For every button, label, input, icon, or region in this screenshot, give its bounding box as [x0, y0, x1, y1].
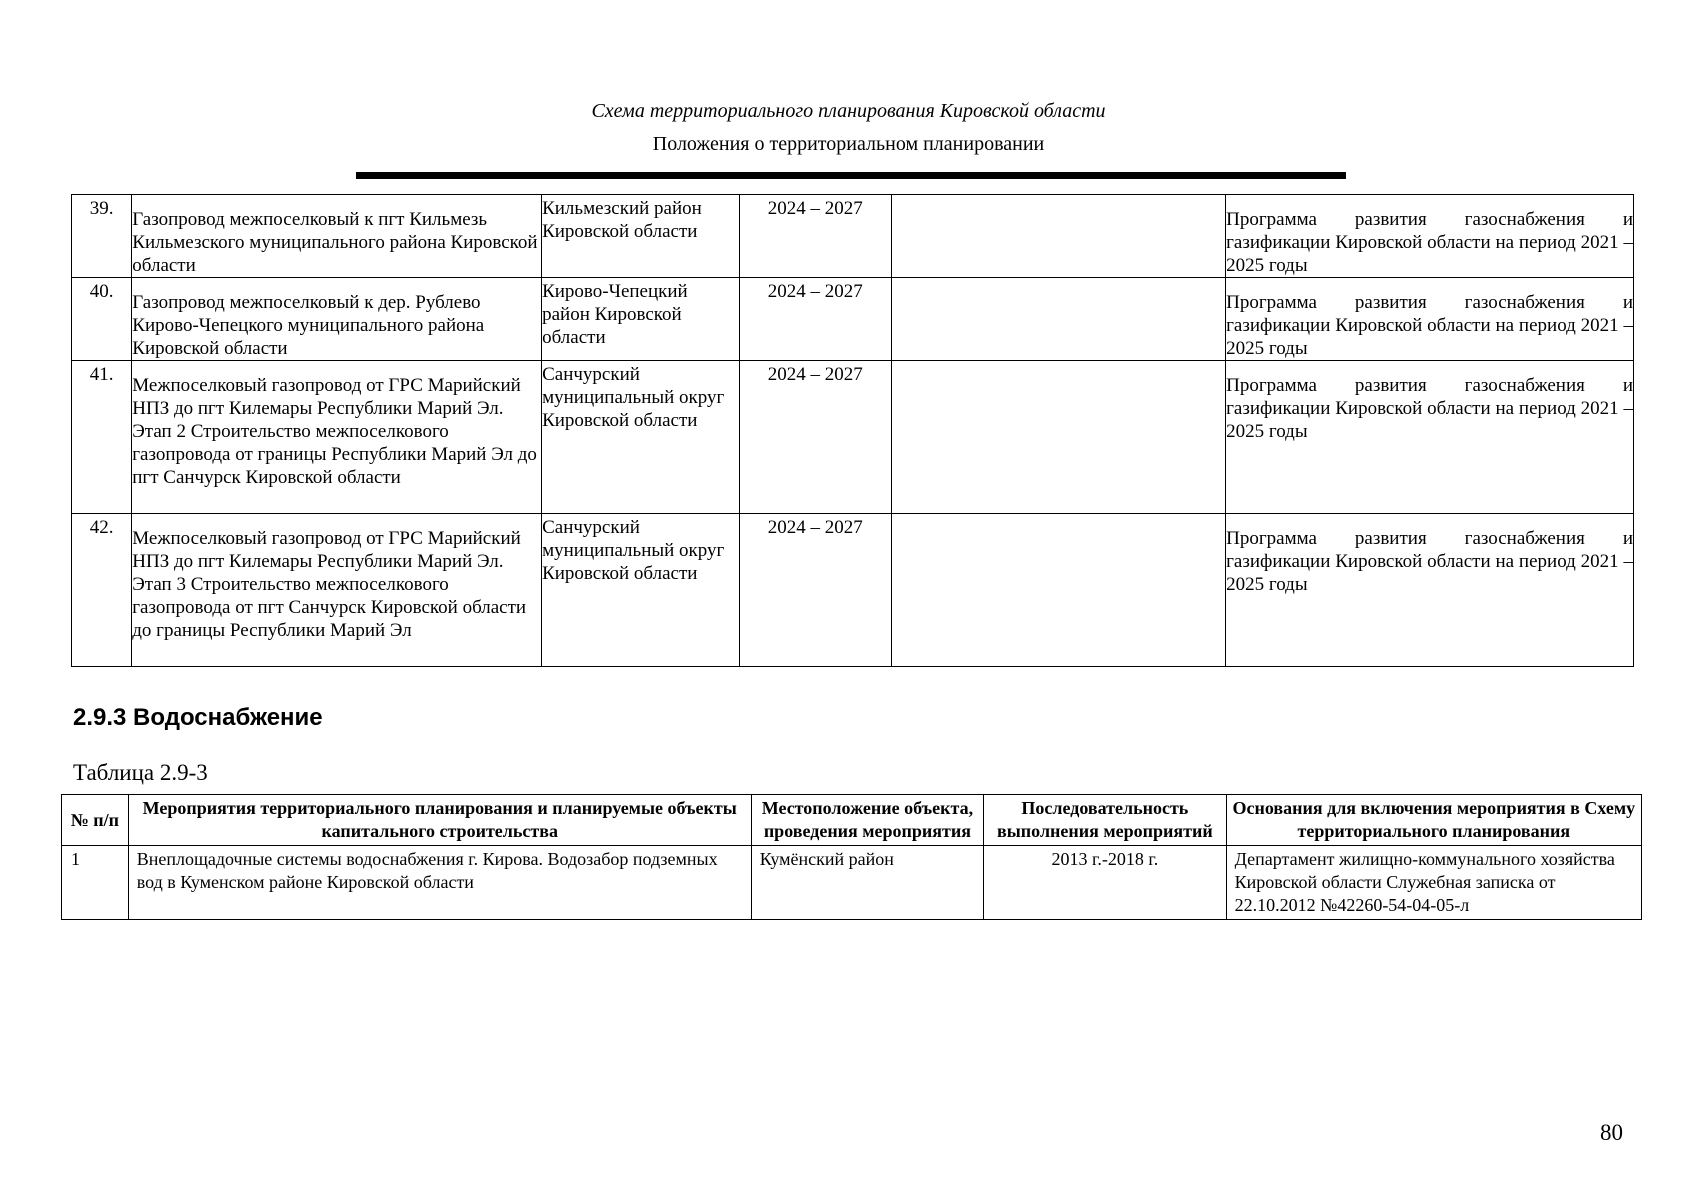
- header-basis: Основания для включения мероприятия в Схему территориального планирования: [1226, 795, 1641, 846]
- row-number: 1: [62, 846, 129, 920]
- event-basis: Департамент жилищно-коммунального хозяйства Кировской области Служебная записка от 22.10.2012 №42260-54-04-05-л: [1226, 846, 1641, 920]
- project-location: Кирово-Чепецкий район Кировской области: [542, 278, 740, 361]
- project-name: Газопровод межпоселковый к пгт Кильмезь Кильмезского муниципального района Кировской области: [132, 195, 542, 278]
- project-name: Межпоселковый газопровод от ГРС Марийский НПЗ до пгт Килемары Республики Марий Эл. Этап 3 Строительство межпоселкового газопровода от пгт Санчурск Кировской области до границы Республики Марий Эл: [132, 514, 542, 667]
- table-header-row: [62, 795, 1642, 846]
- table-row: [62, 846, 1642, 920]
- gas-supply-table-continuation: [71, 194, 1634, 667]
- project-basis: Программа развития газоснабжения и газификации Кировской области на период 2021 – 2025 годы: [1226, 361, 1634, 514]
- table-row: [72, 195, 1634, 278]
- water-supply-table: [61, 794, 1642, 920]
- row-number: 42.: [72, 514, 132, 667]
- document-header-title: Схема территориального планирования Кировской области: [591, 100, 1106, 122]
- table-row: [72, 514, 1634, 667]
- project-period: 2024 – 2027: [739, 514, 891, 667]
- row-number: 40.: [72, 278, 132, 361]
- project-name: Межпоселковый газопровод от ГРС Марийский НПЗ до пгт Килемары Республики Марий Эл. Этап 2 Строительство межпоселкового газопровода от границы Республики Марий Эл до пгт Санчурск Кировской области: [132, 361, 542, 514]
- header-location: Местоположение объекта, проведения мероприятия: [751, 795, 983, 846]
- empty-cell: [891, 278, 1225, 361]
- project-location: Кильмезский район Кировской области: [542, 195, 740, 278]
- page-number: 80: [1600, 1120, 1623, 1145]
- table-row: [72, 361, 1634, 514]
- row-number: 39.: [72, 195, 132, 278]
- document-header-subtitle: Положения о территориальном планировании: [652, 133, 1045, 155]
- project-location: Санчурский муниципальный округ Кировской области: [542, 514, 740, 667]
- table-caption: Таблица 2.9-3: [73, 760, 208, 785]
- empty-cell: [891, 195, 1225, 278]
- empty-cell: [891, 514, 1225, 667]
- header-divider: [356, 172, 1346, 179]
- project-period: 2024 – 2027: [739, 361, 891, 514]
- project-basis: Программа развития газоснабжения и газификации Кировской области на период 2021 – 2025 годы: [1226, 514, 1634, 667]
- event-location: Кумёнский район: [751, 846, 983, 920]
- project-period: 2024 – 2027: [739, 278, 891, 361]
- event-sequence: 2013 г.-2018 г.: [984, 846, 1227, 920]
- project-location: Санчурский муниципальный округ Кировской области: [542, 361, 740, 514]
- project-basis: Программа развития газоснабжения и газификации Кировской области на период 2021 – 2025 годы: [1226, 278, 1634, 361]
- project-name: Газопровод межпоселковый к дер. Рублево Кирово-Чепецкого муниципального района Кировской области: [132, 278, 542, 361]
- project-basis: Программа развития газоснабжения и газификации Кировской области на период 2021 – 2025 годы: [1226, 195, 1634, 278]
- project-period: 2024 – 2027: [739, 195, 891, 278]
- event-description: Внеплощадочные системы водоснабжения г. Кирова. Водозабор подземных вод в Куменском районе Кировской области: [128, 846, 751, 920]
- empty-cell: [891, 361, 1225, 514]
- row-number: 41.: [72, 361, 132, 514]
- header-sequence: Последовательность выполнения мероприятий: [984, 795, 1227, 846]
- section-heading: 2.9.3 Водоснабжение: [73, 704, 323, 731]
- header-event: Мероприятия территориального планирования и планируемые объекты капитального строительства: [128, 795, 751, 846]
- header-number: № п/п: [62, 795, 129, 846]
- table-row: [72, 278, 1634, 361]
